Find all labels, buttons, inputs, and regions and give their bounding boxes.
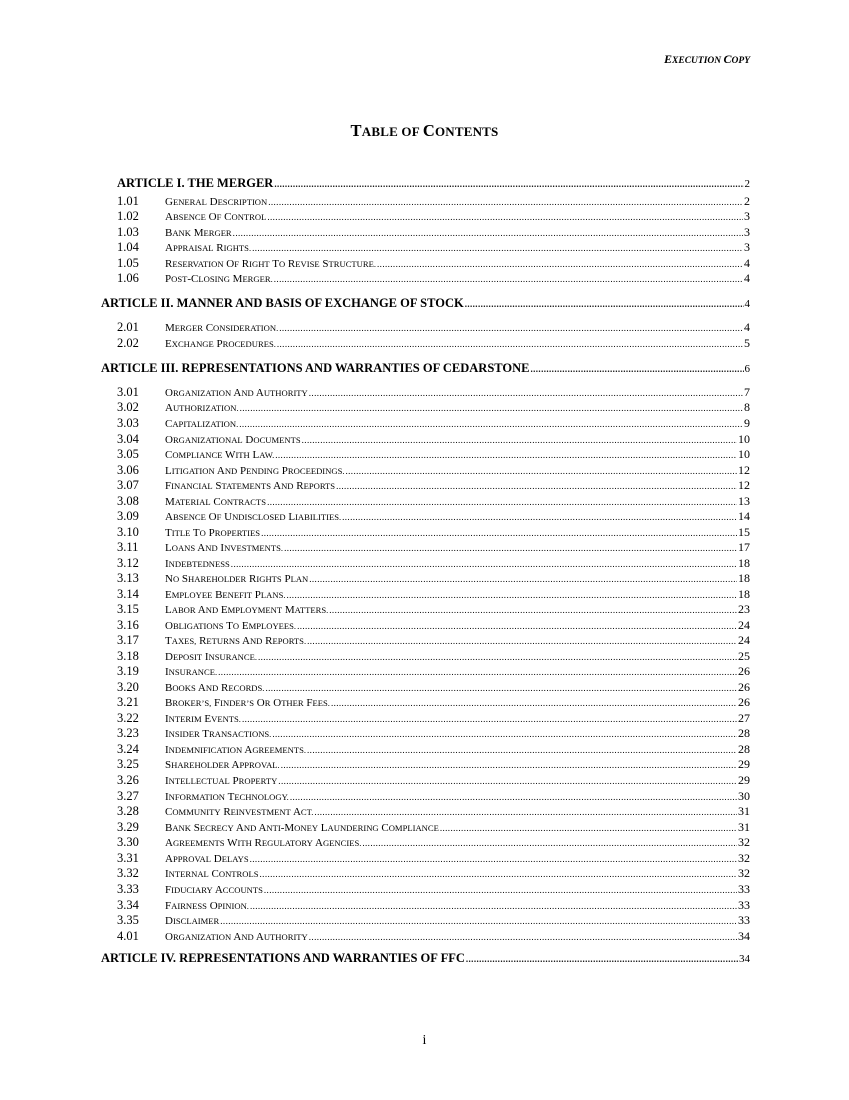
toc-leader-dots — [220, 916, 737, 926]
toc-leader-dots — [279, 323, 743, 333]
toc-leader-dots — [250, 901, 737, 911]
toc-section-row — [117, 400, 750, 415]
toc-section-row — [117, 525, 750, 540]
toc-section-number: 3.35 — [117, 913, 139, 927]
toc-page-number: 12 — [738, 463, 750, 477]
toc-section-label: TITLE TO PROPERTIES — [165, 527, 261, 539]
toc-page-number: 10 — [738, 432, 750, 446]
toc-section-row — [117, 320, 750, 335]
toc-section-label: COMPLIANCE WITH LAW. — [165, 449, 275, 461]
toc-section-number: 3.15 — [117, 602, 139, 616]
toc-section-label: EMPLOYEE BENEFIT PLANS. — [165, 589, 286, 601]
toc-page-number: 32 — [738, 835, 750, 849]
toc-leader-dots — [258, 652, 737, 662]
toc-leader-dots — [242, 714, 737, 724]
toc-page-number: 18 — [738, 587, 750, 601]
toc-leader-dots — [281, 760, 737, 770]
toc-section-label: INSIDER TRANSACTIONS. — [165, 728, 272, 740]
toc-leader-dots — [265, 683, 737, 693]
toc-section-row — [117, 882, 750, 897]
toc-section-label: AGREEMENTS WITH REGULATORY AGENCIES. — [165, 837, 362, 849]
toc-page-number: 6 — [744, 363, 750, 375]
toc-section-row — [117, 432, 750, 447]
toc-leader-dots — [233, 228, 743, 238]
toc-leader-dots — [284, 543, 737, 553]
toc-page-number: 4 — [744, 271, 750, 285]
toc-section-row — [117, 773, 750, 788]
toc-page-number: 4 — [744, 320, 750, 334]
toc-section-row — [117, 556, 750, 571]
toc-section-label: INDEBTEDNESS — [165, 558, 230, 570]
toc-section-number: 3.27 — [117, 789, 139, 803]
toc-section-label: EXCHANGE PROCEDURES. — [165, 338, 276, 350]
toc-article-label: ARTICLE III. REPRESENTATIONS AND WARRANTIES OF CEDARSTONE — [101, 361, 530, 375]
toc-section-number: 3.20 — [117, 680, 139, 694]
toc-section-row — [117, 851, 750, 866]
toc-leader-dots — [240, 403, 743, 413]
page-number: i — [422, 1033, 427, 1048]
toc-leader-dots — [231, 559, 737, 569]
toc-leader-dots — [275, 450, 737, 460]
toc-section-label: LITIGATION AND PENDING PROCEEDINGS. — [165, 465, 345, 477]
toc-article-row — [101, 361, 750, 376]
toc-section-label: FIDUCIARY ACCOUNTS — [165, 884, 263, 896]
toc-section-row — [117, 757, 750, 772]
toc-section-label: LABOR AND EMPLOYMENT MATTERS. — [165, 604, 329, 616]
toc-leader-dots — [465, 299, 744, 309]
toc-leader-dots — [264, 885, 737, 895]
page-title: TABLE OF CONTENTS — [350, 121, 499, 140]
toc-section-number: 3.21 — [117, 695, 139, 709]
toc-page-number: 24 — [738, 618, 750, 632]
toc-section-label: ORGANIZATIONAL DOCUMENTS — [165, 434, 301, 446]
toc-article-label: ARTICLE II. MANNER AND BASIS OF EXCHANGE OF STOCK — [101, 296, 464, 310]
toc-leader-dots — [260, 869, 737, 879]
toc-section-number: 3.08 — [117, 494, 139, 508]
toc-section-number: 3.30 — [117, 835, 139, 849]
toc-leader-dots — [239, 419, 743, 429]
toc-page-number: 3 — [744, 225, 750, 239]
toc-page-number: 14 — [738, 509, 750, 523]
toc-section-label: ORGANIZATION AND AUTHORITY — [165, 931, 308, 943]
toc-section-row — [117, 664, 750, 679]
toc-section-row — [117, 726, 750, 741]
toc-section-row — [117, 835, 750, 850]
toc-section-label: MERGER CONSIDERATION. — [165, 322, 279, 334]
toc-page-number: 17 — [738, 540, 750, 554]
toc-section-number: 3.11 — [117, 540, 139, 554]
toc-section-row — [117, 587, 750, 602]
toc-section-number: 3.02 — [117, 400, 139, 414]
toc-section-row — [117, 571, 750, 586]
toc-section-label: ORGANIZATION AND AUTHORITY — [165, 387, 308, 399]
toc-leader-dots — [268, 197, 743, 207]
toc-page-number: 3 — [744, 209, 750, 223]
toc-section-number: 3.13 — [117, 571, 139, 585]
toc-section-number: 3.06 — [117, 463, 139, 477]
toc-leader-dots — [342, 512, 737, 522]
toc-leader-dots — [314, 807, 737, 817]
toc-section-label: AUTHORIZATION. — [165, 402, 239, 414]
toc-page-number: 29 — [738, 757, 750, 771]
toc-section-number: 3.18 — [117, 649, 139, 663]
toc-section-row — [117, 866, 750, 881]
toc-section-row — [117, 898, 750, 913]
toc-page-number: 7 — [744, 385, 750, 399]
toc-section-label: NO SHAREHOLDER RIGHTS PLAN — [165, 573, 309, 585]
toc-article-row — [117, 176, 750, 191]
toc-leader-dots — [309, 574, 737, 584]
toc-article-row — [101, 951, 750, 966]
toc-section-number: 3.34 — [117, 898, 139, 912]
toc-section-number: 3.28 — [117, 804, 139, 818]
toc-page-number: 5 — [744, 336, 750, 350]
toc-section-row — [117, 336, 750, 351]
toc-section-label: BOOKS AND RECORDS. — [165, 682, 265, 694]
toc-leader-dots — [377, 259, 743, 269]
toc-page-number: 27 — [738, 711, 750, 725]
toc-leader-dots — [440, 823, 737, 833]
toc-leader-dots — [277, 339, 743, 349]
toc-section-number: 3.12 — [117, 556, 139, 570]
toc-section-label: INTELLECTUAL PROPERTY — [165, 775, 278, 787]
toc-leader-dots — [261, 528, 737, 538]
toc-section-row — [117, 463, 750, 478]
toc-section-number: 3.19 — [117, 664, 139, 678]
toc-section-number: 4.01 — [117, 929, 139, 943]
toc-section-number: 1.02 — [117, 209, 139, 223]
toc-page-number: 33 — [738, 913, 750, 927]
toc-page-number: 29 — [738, 773, 750, 787]
toc-section-row — [117, 271, 750, 286]
toc-section-number: 3.01 — [117, 385, 139, 399]
toc-leader-dots — [307, 745, 737, 755]
toc-leader-dots — [267, 497, 737, 507]
toc-page-number: 32 — [738, 866, 750, 880]
toc-section-row — [117, 240, 750, 255]
toc-page-number: 30 — [738, 789, 750, 803]
toc-page-number: 2 — [744, 194, 750, 208]
toc-page-number: 18 — [738, 571, 750, 585]
toc-section-label: INDEMNIFICATION AGREEMENTS. — [165, 744, 307, 756]
toc-section-label: BANK SECRECY AND ANTI-MONEY LAUNDERING COMPLIANCE — [165, 822, 439, 834]
toc-section-row — [117, 929, 750, 944]
toc-section-number: 3.07 — [117, 478, 139, 492]
toc-section-row — [117, 711, 750, 726]
toc-section-label: ABSENCE OF UNDISCLOSED LIABILITIES. — [165, 511, 342, 523]
toc-section-row — [117, 789, 750, 804]
toc-section-label: APPROVAL DELAYS — [165, 853, 249, 865]
toc-section-number: 1.01 — [117, 194, 139, 208]
toc-section-row — [117, 742, 750, 757]
toc-leader-dots — [218, 667, 737, 677]
toc-section-label: SHAREHOLDER APPROVAL. — [165, 759, 280, 771]
toc-section-number: 3.17 — [117, 633, 139, 647]
toc-section-number: 3.04 — [117, 432, 139, 446]
toc-section-row — [117, 804, 750, 819]
toc-page-number: 34 — [738, 929, 750, 943]
toc-leader-dots — [307, 636, 737, 646]
toc-page-number: 15 — [738, 525, 750, 539]
toc-page-number: 3 — [744, 240, 750, 254]
toc-section-number: 3.33 — [117, 882, 139, 896]
toc-section-number: 3.22 — [117, 711, 139, 725]
toc-section-label: INTERNAL CONTROLS — [165, 868, 259, 880]
toc-section-number: 3.31 — [117, 851, 139, 865]
toc-section-row — [117, 478, 750, 493]
toc-leader-dots — [274, 179, 743, 189]
execution-copy-header: EXECUTION COPY — [664, 52, 750, 66]
toc-section-label: GENERAL DESCRIPTION — [165, 196, 268, 208]
toc-page-number: 33 — [738, 898, 750, 912]
toc-section-row — [117, 194, 750, 209]
toc-leader-dots — [290, 792, 737, 802]
toc-section-row — [117, 540, 750, 555]
toc-section-number: 1.06 — [117, 271, 139, 285]
toc-leader-dots — [309, 388, 743, 398]
toc-section-label: DEPOSIT INSURANCE. — [165, 651, 257, 663]
toc-leader-dots — [302, 435, 737, 445]
toc-section-label: ABSENCE OF CONTROL — [165, 211, 267, 223]
toc-page-number: 26 — [738, 664, 750, 678]
toc-section-label: INFORMATION TECHNOLOGY. — [165, 791, 289, 803]
toc-leader-dots — [252, 243, 743, 253]
toc-section-number: 3.32 — [117, 866, 139, 880]
toc-page-number: 31 — [738, 820, 750, 834]
toc-section-label: RESERVATION OF RIGHT TO REVISE STRUCTURE. — [165, 258, 377, 270]
toc-section-row — [117, 256, 750, 271]
toc-leader-dots — [346, 466, 738, 476]
toc-leader-dots — [250, 854, 737, 864]
toc-section-row — [117, 209, 750, 224]
toc-section-row — [117, 913, 750, 928]
toc-leader-dots — [278, 776, 737, 786]
toc-page-number: 8 — [744, 400, 750, 414]
toc-section-row — [117, 602, 750, 617]
toc-section-label: OBLIGATIONS TO EMPLOYEES. — [165, 620, 297, 632]
toc-section-number: 3.25 — [117, 757, 139, 771]
toc-section-label: POST-CLOSING MERGER. — [165, 273, 273, 285]
toc-page-number: 24 — [738, 633, 750, 647]
toc-article-label: ARTICLE I. THE MERGER — [117, 176, 274, 190]
toc-page-number: 23 — [738, 602, 750, 616]
toc-page-number: 10 — [738, 447, 750, 461]
toc-leader-dots — [336, 481, 737, 491]
toc-section-row — [117, 820, 750, 835]
toc-section-row — [117, 618, 750, 633]
toc-section-label: DISCLAIMER — [165, 915, 220, 927]
toc-leader-dots — [274, 274, 743, 284]
toc-section-number: 3.23 — [117, 726, 139, 740]
toc-article-label: ARTICLE IV. REPRESENTATIONS AND WARRANTIES OF FFC — [101, 951, 465, 965]
toc-leader-dots — [466, 954, 738, 964]
toc-page-number: 25 — [738, 649, 750, 663]
toc-section-number: 3.10 — [117, 525, 139, 539]
toc-page-number: 9 — [744, 416, 750, 430]
toc-section-label: COMMUNITY REINVESTMENT ACT. — [165, 806, 314, 818]
toc-page-number: 33 — [738, 882, 750, 896]
toc-section-row — [117, 695, 750, 710]
toc-section-number: 2.02 — [117, 336, 139, 350]
toc-section-label: BROKER’S, FINDER’S OR OTHER FEES. — [165, 697, 330, 709]
toc-page-number: 28 — [738, 742, 750, 756]
toc-section-number: 1.05 — [117, 256, 139, 270]
toc-leader-dots — [530, 364, 743, 374]
toc-section-number: 3.24 — [117, 742, 139, 756]
toc-leader-dots — [287, 590, 738, 600]
toc-section-number: 3.26 — [117, 773, 139, 787]
toc-section-label: MATERIAL CONTRACTS — [165, 496, 267, 508]
toc-section-label: INSURANCE. — [165, 666, 218, 678]
toc-section-row — [117, 509, 750, 524]
toc-section-label: INTERIM EVENTS. — [165, 713, 241, 725]
toc-page-number: 4 — [744, 256, 750, 270]
toc-page-number: 4 — [744, 298, 750, 310]
toc-page-number: 18 — [738, 556, 750, 570]
toc-section-number: 2.01 — [117, 320, 139, 334]
toc-section-label: APPRAISAL RIGHTS. — [165, 242, 252, 254]
toc-section-label: FINANCIAL STATEMENTS AND REPORTS — [165, 480, 336, 492]
toc-section-label: LOANS AND INVESTMENTS. — [165, 542, 284, 554]
toc-section-number: 3.16 — [117, 618, 139, 632]
toc-section-row — [117, 416, 750, 431]
toc-section-row — [117, 680, 750, 695]
toc-section-row — [117, 225, 750, 240]
toc-section-row — [117, 633, 750, 648]
toc-page-number: 28 — [738, 726, 750, 740]
toc-page-number: 2 — [744, 178, 750, 190]
toc-section-row — [117, 385, 750, 400]
toc-page-number: 32 — [738, 851, 750, 865]
toc-page-number: 26 — [738, 680, 750, 694]
toc-section-label: BANK MERGER — [165, 227, 232, 239]
toc-section-number: 3.29 — [117, 820, 139, 834]
toc-section-number: 3.14 — [117, 587, 139, 601]
toc-section-label: CAPITALIZATION. — [165, 418, 239, 430]
toc-section-number: 1.04 — [117, 240, 139, 254]
toc-leader-dots — [309, 932, 737, 942]
toc-section-row — [117, 649, 750, 664]
toc-page-number: 26 — [738, 695, 750, 709]
toc-section-number: 3.05 — [117, 447, 139, 461]
toc-page-number: 13 — [738, 494, 750, 508]
toc-page-number: 34 — [739, 953, 750, 965]
toc-leader-dots — [329, 605, 737, 615]
toc-leader-dots — [362, 838, 737, 848]
toc-leader-dots — [272, 729, 737, 739]
toc-section-label: TAXES, RETURNS AND REPORTS. — [165, 635, 307, 647]
toc-page-number: 12 — [738, 478, 750, 492]
toc-page-number: 31 — [738, 804, 750, 818]
toc-leader-dots — [297, 621, 737, 631]
toc-section-number: 3.03 — [117, 416, 139, 430]
toc-section-row — [117, 494, 750, 509]
toc-leader-dots — [267, 212, 743, 222]
toc-section-number: 1.03 — [117, 225, 139, 239]
toc-section-label: FAIRNESS OPINION. — [165, 900, 249, 912]
toc-section-number: 3.09 — [117, 509, 139, 523]
toc-article-row — [101, 296, 750, 311]
toc-section-row — [117, 447, 750, 462]
toc-leader-dots — [331, 698, 737, 708]
